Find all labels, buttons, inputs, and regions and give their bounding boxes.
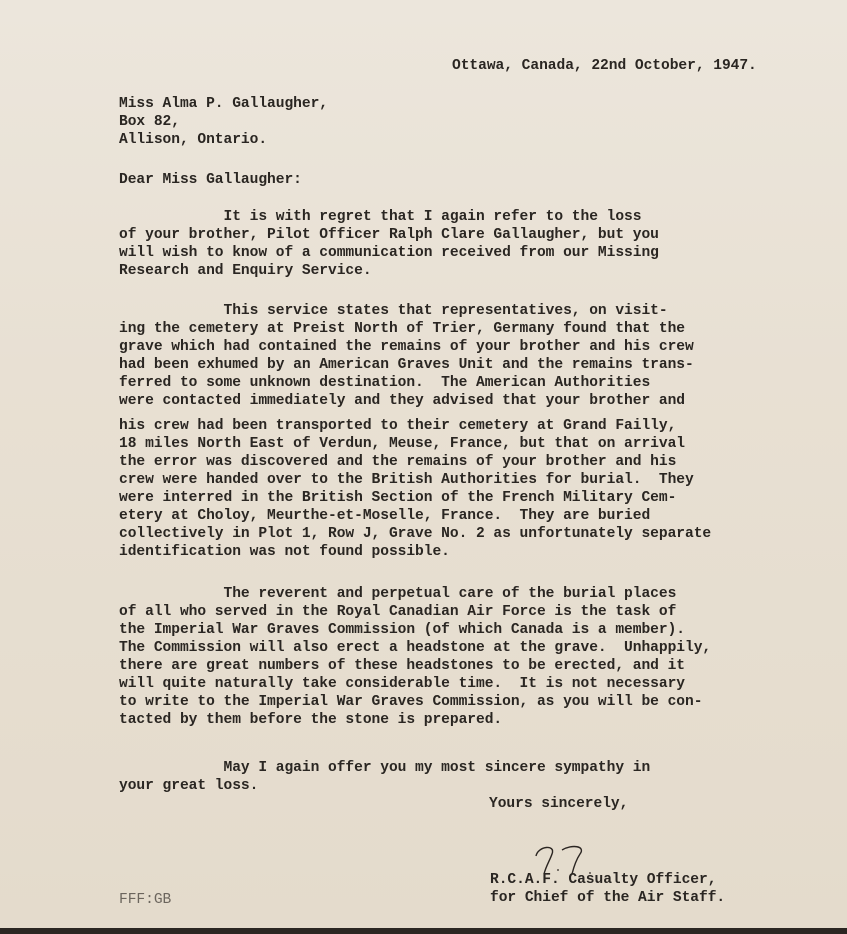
paragraph-2-line: had been exhumed by an American Graves Unit and the remains trans- xyxy=(119,357,694,373)
dateline: Ottawa, Canada, 22nd October, 1947. xyxy=(452,58,757,74)
signature-subtitle: for Chief of the Air Staff. xyxy=(490,890,726,906)
paragraph-1-line: will wish to know of a communication received from our Missing xyxy=(119,245,659,261)
paragraph-1-line: Research and Enquiry Service. xyxy=(119,263,372,279)
paragraph-3-line: The reverent and perpetual care of the burial places xyxy=(119,586,677,602)
paragraph-3-line: the Imperial War Graves Commission (of which Canada is a member). xyxy=(119,622,685,638)
paragraph-3-line: tacted by them before the stone is prepared. xyxy=(119,712,503,728)
recipient-name: Miss Alma P. Gallaugher, xyxy=(119,96,328,112)
paragraph-2-line: This service states that representatives, on visit- xyxy=(119,303,668,319)
paragraph-2-line: crew were handed over to the British Authorities for burial. They xyxy=(119,472,694,488)
paragraph-1-line: It is with regret that I again refer to the loss xyxy=(119,209,642,225)
recipient-town: Allison, Ontario. xyxy=(119,132,268,148)
signature-title: R.C.A.F. Casualty Officer, xyxy=(490,872,717,888)
closing: Yours sincerely, xyxy=(489,796,629,812)
paragraph-2-line: identification was not found possible. xyxy=(119,544,450,560)
paragraph-1-line: of your brother, Pilot Officer Ralph Clare Gallaugher, but you xyxy=(119,227,659,243)
paragraph-2-line: his crew had been transported to their cemetery at Grand Failly, xyxy=(119,418,677,434)
paragraph-2-line: were interred in the British Section of the French Military Cem- xyxy=(119,490,677,506)
reference-initials: FFF:GB xyxy=(119,892,172,908)
paragraph-2-line: 18 miles North East of Verdun, Meuse, France, but that on arrival xyxy=(119,436,685,452)
paragraph-2-line: were contacted immediately and they advised that your brother and xyxy=(119,393,685,409)
paragraph-2-line: the error was discovered and the remains of your brother and his xyxy=(119,454,677,470)
paragraph-3-line: there are great numbers of these headstones to be erected, and it xyxy=(119,658,685,674)
paragraph-2-line: etery at Choloy, Meurthe-et-Moselle, France. They are buried xyxy=(119,508,651,524)
paragraph-3-line: to write to the Imperial War Graves Commission, as you will be con- xyxy=(119,694,703,710)
page-edge xyxy=(0,928,847,934)
paragraph-3-line: will quite naturally take considerable time. It is not necessary xyxy=(119,676,685,692)
paragraph-3-line: The Commission will also erect a headstone at the grave. Unhappily, xyxy=(119,640,712,656)
recipient-box: Box 82, xyxy=(119,114,180,130)
paragraph-2-line: collectively in Plot 1, Row J, Grave No. 2 as unfortunately separate xyxy=(119,526,712,542)
paragraph-2-line: ferred to some unknown destination. The American Authorities xyxy=(119,375,651,391)
paragraph-3-line: of all who served in the Royal Canadian Air Force is the task of xyxy=(119,604,677,620)
salutation: Dear Miss Gallaugher: xyxy=(119,172,302,188)
paragraph-2-line: grave which had contained the remains of your brother and his crew xyxy=(119,339,694,355)
paragraph-4-line: May I again offer you my most sincere sympathy in xyxy=(119,760,651,776)
paragraph-2-line: ing the cemetery at Preist North of Trier, Germany found that the xyxy=(119,321,685,337)
paragraph-4-line: your great loss. xyxy=(119,778,259,794)
